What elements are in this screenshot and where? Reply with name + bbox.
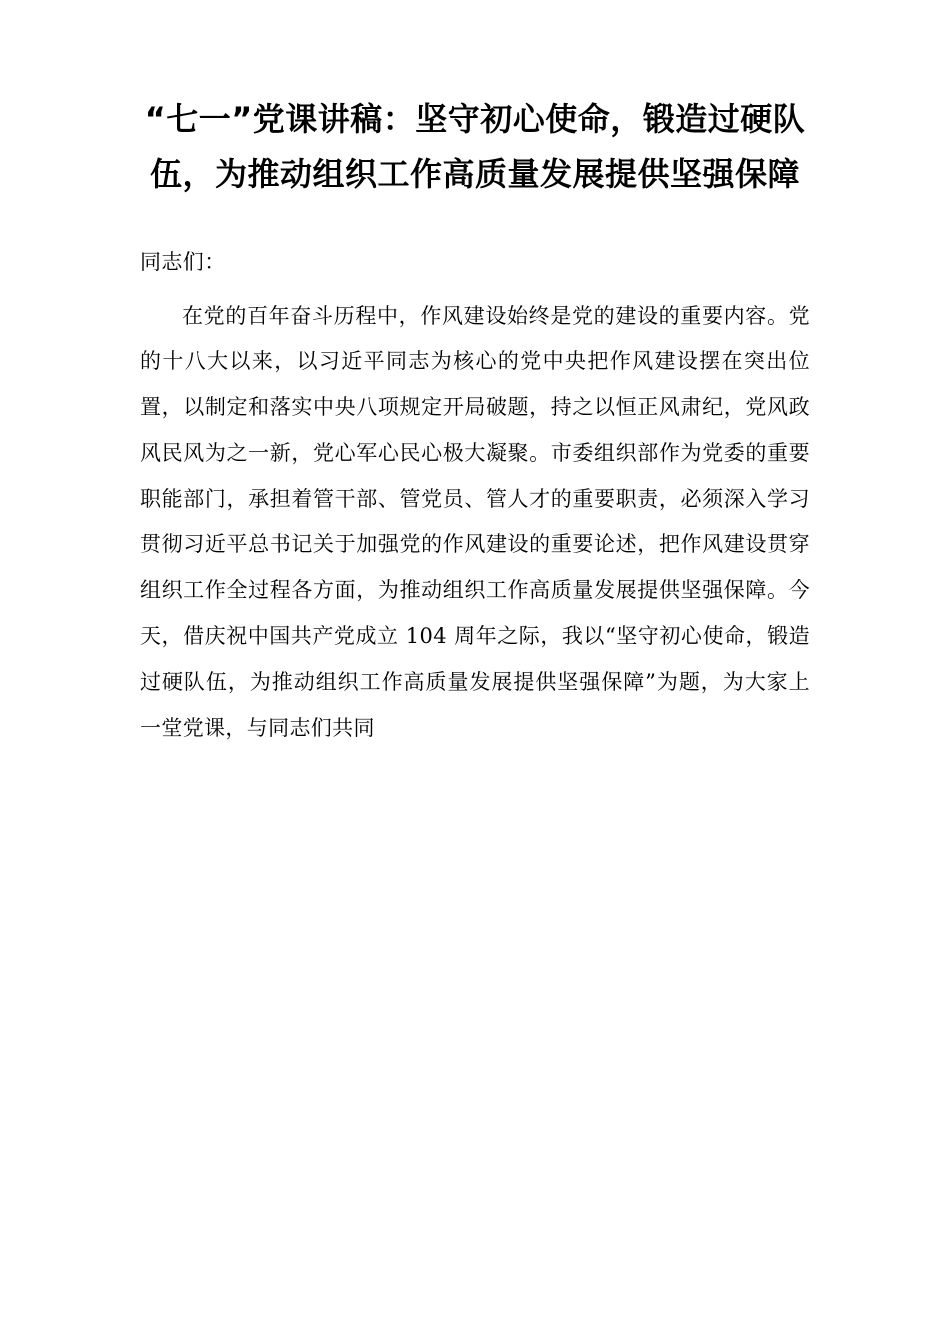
body-paragraph: 在党的百年奋斗历程中，作风建设始终是党的建设的重要内容。党的十八大以来，以习近平同志为核心的党中央把作风建设摆在突出位置，以制定和落实中央八项规定开局破题，持之以恒正风肃纪，党风政风民风为之一新，党心军心民心极大凝聚。市委组织部作为党委的重要职能部门，承担着管干部、管党员、管人才的重要职责，必须深入学习贯彻习近平总书记关于加强党的作风建设的重要论述，把作风建设贯穿组织工作全过程各方面，为推动组织工作高质量发展提供坚强保障。今天，借庆祝中国共产党成立 104 周年之际，我以“坚守初心使命，锻造过硬队伍，为推动组织工作高质量发展提供坚强保障”为题，为大家上一堂党课，与同志们共同	[140, 303, 810, 740]
salutation: 同志们：	[140, 250, 226, 275]
page-title: “七一”党课讲稿：坚守初心使命，锻造过硬队伍，为推动组织工作高质量发展提供坚强保障	[144, 100, 806, 194]
